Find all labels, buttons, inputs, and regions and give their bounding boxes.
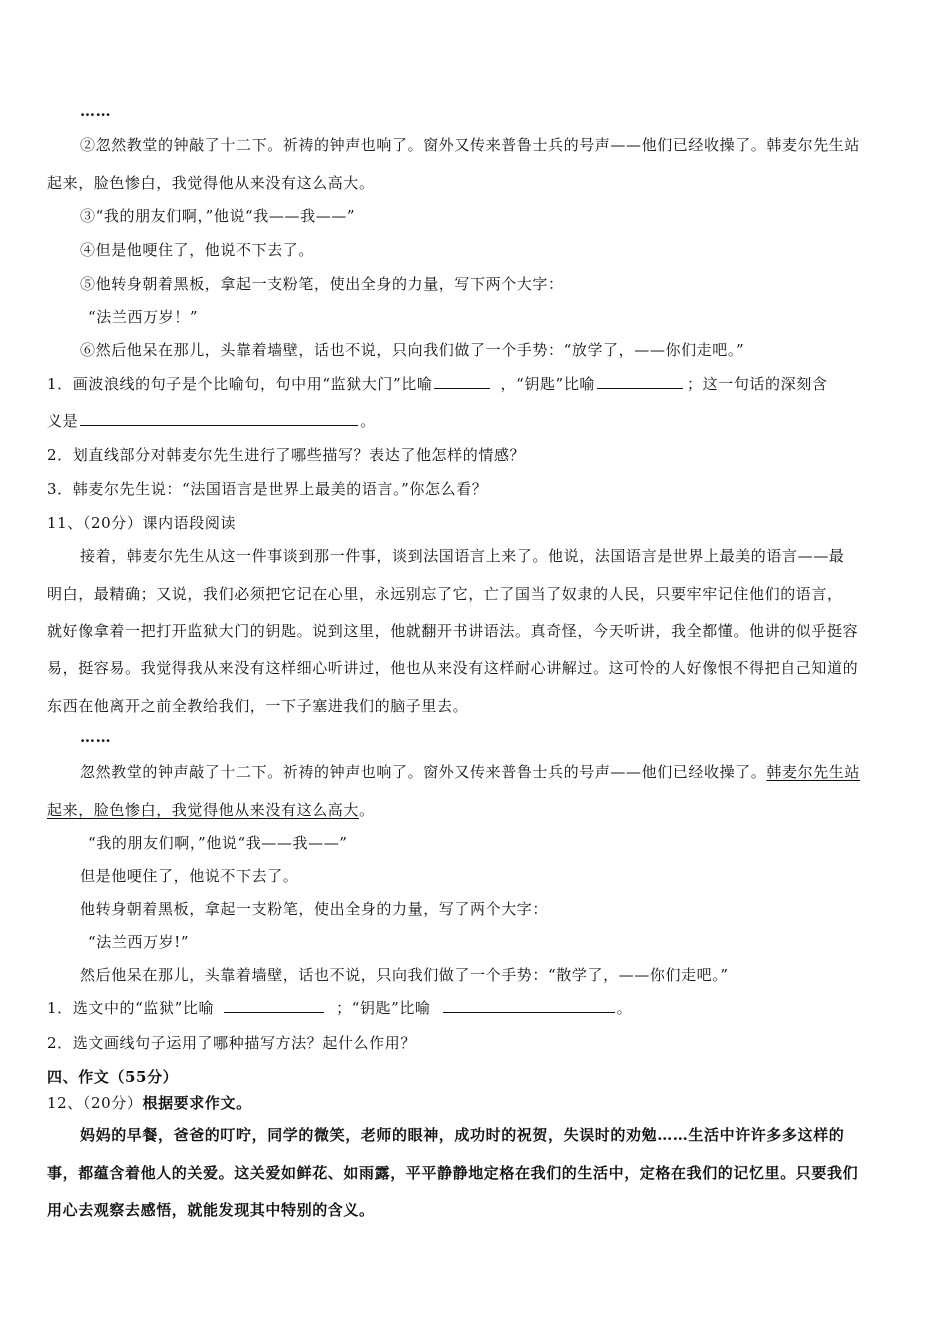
paragraph-2-line-1: ②忽然教堂的钟敲了十二下。祈祷的钟声也响了。窗外又传来普鲁士兵的号声——他们已经收操了。韩麦尔先生站 xyxy=(80,136,861,154)
answer-blank-5[interactable] xyxy=(443,998,615,1013)
question-11-2: 2．选文画线句子运用了哪种描写方法？起什么作用？ xyxy=(47,1034,416,1052)
underlined-sentence-end: 起来，脸色惨白，我觉得他从来没有这么高大 xyxy=(47,801,360,819)
passage-line-6-text: 忽然教堂的钟声敲了十二下。祈祷的钟声也响了。窗外又传来普鲁士兵的号声——他们已经收操了。 xyxy=(80,763,767,781)
passage-line-10: 他转身朝着黑板，拿起一支粉笔，使出全身的力量，写了两个大字： xyxy=(80,900,549,918)
paragraph-3: ③“我的朋友们啊，”他说“我——我——” xyxy=(80,207,356,225)
question-12-instruction: 根据要求作文。 xyxy=(142,1094,252,1112)
underlined-sentence-start: 韩麦尔先生站 xyxy=(766,763,861,781)
question-1-text-d: 义是 xyxy=(47,412,79,430)
section-4-title: 四、作文（55分） xyxy=(47,1068,179,1086)
question-1-text-e: 。 xyxy=(360,412,376,430)
period: 。 xyxy=(359,801,375,819)
essay-prompt-line-1: 妈妈的早餐，爸爸的叮咛，同学的微笑，老师的眼神，成功时的祝贺，失误时的劝勉……生活中许许多多这样的 xyxy=(80,1126,845,1144)
paragraph-4: ④但是他哽住了，他说不下去了。 xyxy=(80,241,315,259)
question-3: 3．韩麦尔先生说：“法国语言是世界上最美的语言。”你怎么看？ xyxy=(47,480,488,498)
passage-line-6 xyxy=(80,762,860,782)
passage-line-2: 明白，最精确；又说，我们必须把它记在心里，永远别忘了它，亡了国当了奴隶的人民，只要牢牢记住他们的语言， xyxy=(47,585,843,603)
question-1-line-2 xyxy=(47,411,376,431)
question-1-text-c: ；这一句话的深刻含 xyxy=(687,375,828,393)
answer-blank-1[interactable] xyxy=(434,374,490,389)
answer-blank-3[interactable] xyxy=(80,411,358,426)
question-1-line-1 xyxy=(47,374,827,394)
paragraph-5-quote: “法兰西万岁！” xyxy=(88,308,199,326)
essay-prompt-line-3: 用心去观察去感悟，就能发现其中特别的含义。 xyxy=(47,1201,375,1219)
answer-blank-2[interactable] xyxy=(597,374,683,389)
essay-prompt-line-2: 事，都蕴含着他人的关爱。这关爱如鲜花、如雨露，平平静静地定格在我们的生活中，定格在我们的记忆里。只要我们 xyxy=(47,1164,859,1182)
passage-line-7 xyxy=(47,800,375,820)
ellipsis: …… xyxy=(80,102,112,120)
passage-line-9: 但是他哽住了，他说不下去了。 xyxy=(80,867,299,885)
question-1-text-a: 1．画波浪线的句子是个比喻句，句中用“监狱大门”比喻 xyxy=(47,375,433,393)
question-12-heading xyxy=(47,1093,252,1113)
passage-ellipsis: …… xyxy=(80,728,112,746)
question-11-1-text-a: 1．选文中的“监狱”比喻 xyxy=(47,999,215,1017)
passage-line-3: 就好像拿着一把打开监狱大门的钥匙。说到这里，他就翻开书讲语法。真奇怪，今天听讲，我全都懂。他讲的似乎挺容 xyxy=(47,622,859,640)
paragraph-6: ⑥然后他呆在那儿，头靠着墙壁，话也不说，只向我们做了一个手势：“放学了，——你们走吧。” xyxy=(80,341,745,359)
question-11-1-text-c: 。 xyxy=(616,999,633,1017)
passage-line-12: 然后他呆在那儿，头靠着墙壁，话也不说，只向我们做了一个手势：“散学了，——你们走吧。” xyxy=(80,966,729,984)
question-11-1-text-b: ；“钥匙”比喻 xyxy=(336,999,431,1017)
passage-line-1: 接着，韩麦尔先生从这一件事谈到那一件事，谈到法国语言上来了。他说，法国语言是世界上最美的语言——最 xyxy=(80,547,845,565)
passage-line-8: “我的朋友们啊，”他说“我——我——” xyxy=(88,834,348,852)
paragraph-2-line-2: 起来，脸色惨白，我觉得他从来没有这么高大。 xyxy=(47,174,375,192)
answer-blank-4[interactable] xyxy=(224,998,324,1013)
question-12-number: 12、（20分） xyxy=(47,1094,143,1112)
passage-line-11: “法兰西万岁!” xyxy=(88,933,190,951)
question-1-text-b: ，“钥匙”比喻 xyxy=(500,375,596,393)
paragraph-5: ⑤他转身朝着黑板，拿起一支粉笔，使出全身的力量，写下两个大字： xyxy=(80,275,564,293)
passage-line-4: 易，挺容易。我觉得我从来没有这样细心听讲过，他也从来没有这样耐心讲解过。这可怜的人好像恨不得把自己知道的 xyxy=(47,659,859,677)
question-2: 2．划直线部分对韩麦尔先生进行了哪些描写？表达了他怎样的情感？ xyxy=(47,446,526,464)
question-11-1 xyxy=(47,998,632,1018)
question-11-title: 11、（20分）课内语段阅读 xyxy=(47,514,237,532)
passage-line-5: 东西在他离开之前全教给我们，一下子塞进我们的脑子里去。 xyxy=(47,697,469,715)
